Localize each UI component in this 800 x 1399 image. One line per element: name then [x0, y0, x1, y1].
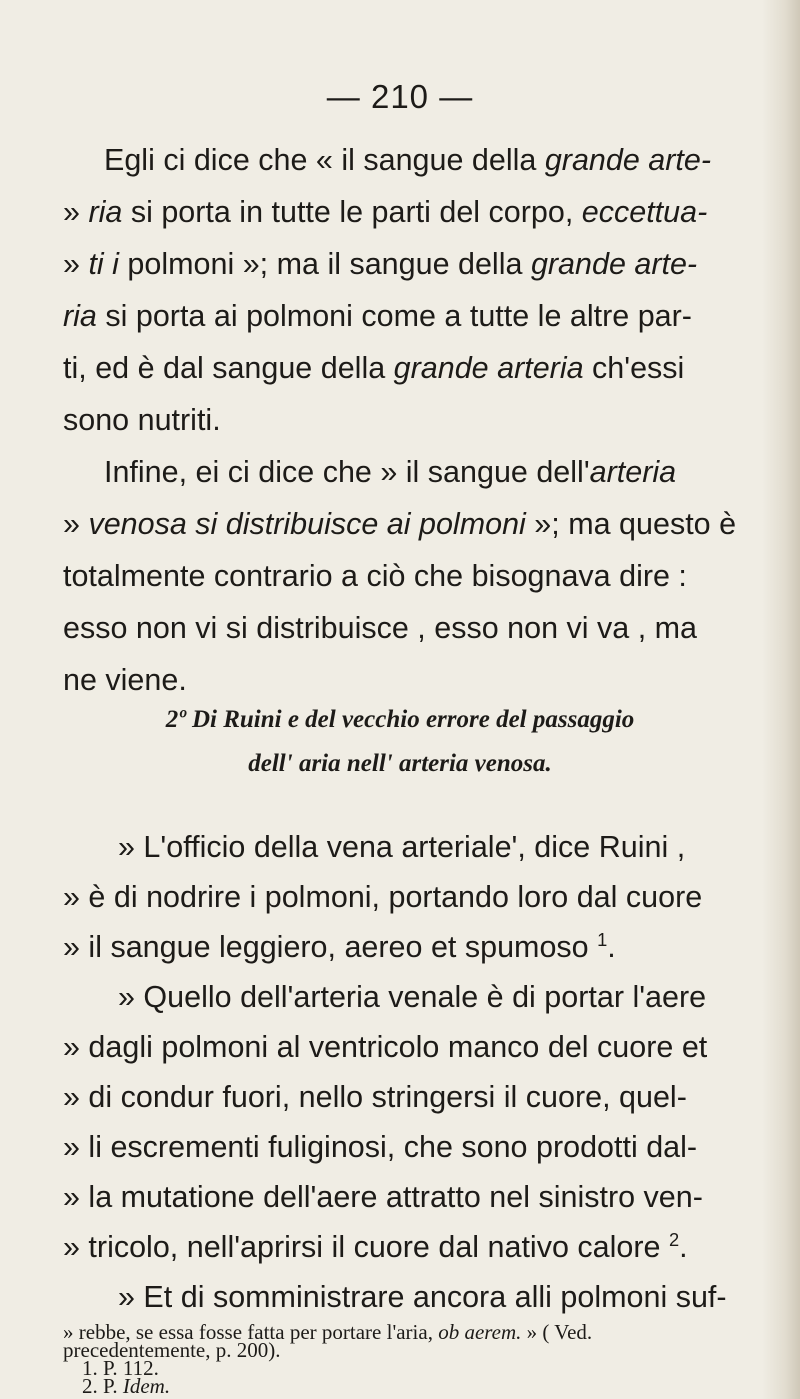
text-span: Egli ci dice che « il sangue della [104, 143, 545, 177]
text-span: » il sangue leggiero, aereo et spumoso [63, 930, 589, 964]
text-line [63, 249, 697, 280]
text-span: » ( Ved. [521, 1320, 593, 1344]
text-span: ti, ed è dal sangue della [63, 351, 394, 385]
italic-span: arteria [589, 455, 677, 489]
text-span: polmoni »; ma il sangue della [118, 247, 531, 281]
text-span: » [63, 247, 89, 281]
text-line: » di condur fuori, nello stringersi il cuore, quel- [63, 1080, 687, 1114]
text-line [63, 353, 684, 384]
italic-span: grande arte- [544, 143, 711, 177]
text-line: » Quello dell'arteria venale è di portar l'aere [118, 980, 707, 1014]
text-span: 1. P. 112. [82, 1356, 159, 1380]
text-line: » li escrementi fuliginosi, che sono prodotti dal- [63, 1130, 698, 1164]
italic-span: ti i [88, 247, 119, 281]
italic-span: venosa si distribuisce ai polmoni [88, 507, 526, 541]
italic-span: ria [63, 299, 97, 333]
text-span: si porta ai polmoni come a tutte le altre par- [96, 299, 692, 333]
text-span: »; ma questo è [525, 507, 737, 541]
text-span: 2. P. [82, 1374, 123, 1398]
italic-span: grande arteria [393, 351, 584, 385]
text-line: » è di nodrire i polmoni, portando loro dal cuore [63, 880, 703, 914]
italic-span: eccettua- [581, 195, 708, 229]
text-span: Infine, ei ci dice che » il sangue dell' [104, 455, 590, 489]
text-line [63, 509, 736, 540]
text-line: » Et di somministrare ancora alli polmoni suf- [118, 1280, 727, 1314]
text-line [63, 1228, 688, 1264]
text-line: sono nutriti. [63, 403, 221, 437]
footnote-ref: 1 [597, 928, 608, 950]
section-heading-line-1: 2º Di Ruini e del vecchio errore del passaggio [165, 706, 635, 733]
text-span: ch'essi [583, 351, 685, 385]
text-line: » la mutatione dell'aere attratto nel sinistro ven- [63, 1180, 703, 1214]
italic-span: ob aerem. [438, 1320, 522, 1344]
text-span: si porta in tutte le parti del corpo, [122, 195, 582, 229]
section-heading-line-2: dell' aria nell' arteria venosa. [248, 750, 552, 777]
text-line [63, 197, 707, 228]
text-span: » [63, 507, 89, 541]
text-line: esso non vi si distribuisce , esso non vi va , ma [63, 611, 698, 645]
page-edge-shadow [762, 0, 800, 1399]
italic-span: ria [88, 195, 123, 229]
footnote-ref: 2 [668, 1228, 680, 1250]
text-line: ne viene. [63, 663, 187, 697]
italic-span: Idem. [122, 1374, 171, 1398]
italic-span: grande arte- [530, 247, 698, 281]
text-line: » dagli polmoni al ventricolo manco del cuore et [63, 1030, 708, 1064]
text-line: totalmente contrario a ciò che bisognava dire : [63, 559, 687, 593]
page-number: — 210 — [326, 78, 474, 115]
text-span: . [607, 930, 616, 964]
text-line [104, 145, 711, 176]
text-span: precedentemente, p. 200). [63, 1338, 281, 1362]
text-span: » [63, 195, 89, 229]
text-line [104, 457, 676, 488]
text-line [63, 928, 616, 964]
text-span: » tricolo, nell'aprirsi il cuore dal nativo calore [63, 1230, 661, 1264]
text-span: . [679, 1230, 688, 1264]
text-span: » rebbe, se essa fosse fatta per portare l'aria, [63, 1320, 439, 1344]
text-line: » L'officio della vena arteriale', dice Ruini , [118, 830, 686, 864]
text-line [63, 301, 692, 332]
